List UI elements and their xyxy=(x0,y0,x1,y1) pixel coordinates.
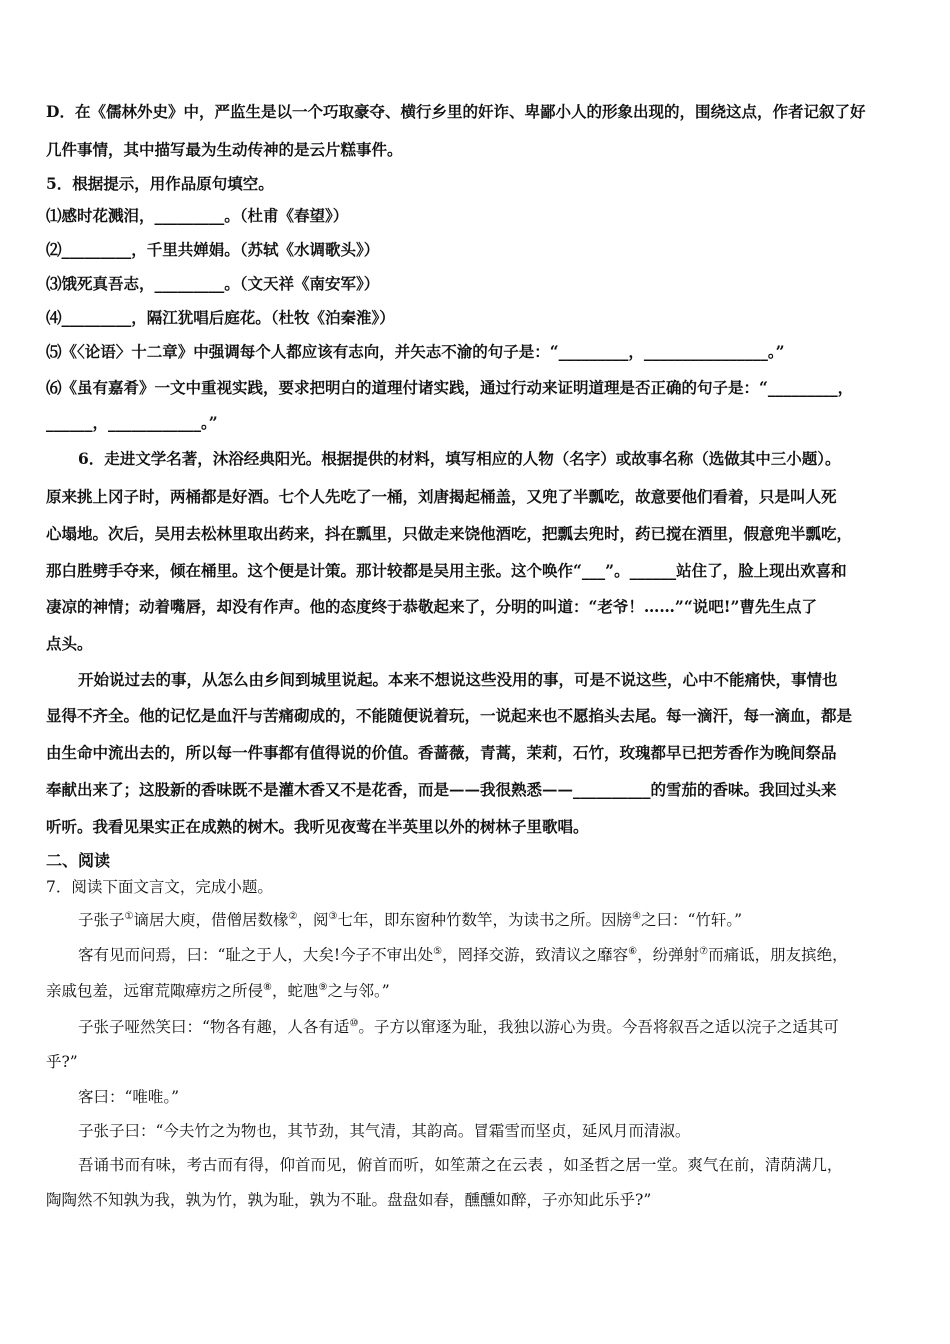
q6-prompt: 6．走进文学名著，沐浴经典阳光。根据提供的材料，填写相应的人物（名字）或故事名称（选做其中三小题）。 xyxy=(78,449,841,468)
q5-item-3: ⑶饿死真吾志，_________。（文天祥《南安军》） xyxy=(46,274,380,293)
q5-item-6-cont: ______，____________。” xyxy=(46,413,218,432)
q6-para1-line-1: 原来挑上冈子时，两桶都是好酒。七个人先吃了一桶，刘唐揭起桶盖，又兜了半瓢吃，故意要他们看着，只是叫人死 xyxy=(46,487,837,506)
option-d-line-2: 几件事情，其中描写最为生动传神的是云片糕事件。 xyxy=(46,140,403,159)
q7-prompt: 7．阅读下面文言文，完成小题。 xyxy=(46,878,273,896)
q7-para-2-line-2: 亲戚包羞，远窜荒陬瘴疠之所侵⑧，蛇虺⑨之与邻。” xyxy=(46,981,390,1000)
q7-para-6-line-1: 吾诵书而有味，考古而有得，仰首而见，俯首而听，如笙萧之在云表 ，如圣哲之居一堂。爽气在前，清荫满几， xyxy=(78,1156,843,1174)
q7-para-1: 子张子①谪居大庾，借僧居数椽②，阅③七年，即东窗种竹数竿，为读书之所。因牓④之曰：“竹轩。” xyxy=(78,910,743,929)
q7-para-4: 客曰：“唯唯。” xyxy=(78,1088,180,1106)
q5-item-2: ⑵_________，千里共婵娟。（苏轼《水调歌头》） xyxy=(46,240,380,259)
q7-para-3-line-2: 乎?” xyxy=(46,1053,78,1071)
q6-para2-line-1: 开始说过去的事，从怎么由乡间到城里说起。本来不想说这些没用的事，可是不说这些，心中不能痛快，事情也 xyxy=(78,670,838,689)
q5-item-6: ⑹《虽有嘉肴》一文中重视实践，要求把明白的道理付诸实践，通过行动来证明道理是否正确的句子是：“_________， xyxy=(46,378,854,397)
q7-para-2-line-1: 客有见而问焉，曰：“耻之于人，大矣!今子不审出处⑤，罔择交游，致清议之靡容⑥，纷弹射⑦而痛诋，朋友摈绝， xyxy=(78,945,848,964)
q7-para-5: 子张子曰：“今夫竹之为物也，其节劲，其气清，其韵高。冒霜雪而坚贞，延风月而清淑。 xyxy=(78,1122,691,1140)
q6-para1-line-3: 那白胜劈手夺来，倾在桶里。这个便是计策。那计较都是吴用主张。这个唤作“___”。______站住了，脸上现出欢喜和 xyxy=(46,561,847,580)
option-d-line-1: D．在《儒林外史》中，严监生是以一个巧取豪夺、横行乡里的奸诈、卑鄙小人的形象出现的，围绕这点，作者记叙了好 xyxy=(46,102,866,121)
q5-item-1: ⑴感时花溅泪，_________。（杜甫《春望》） xyxy=(46,206,349,225)
q6-para2-line-5: 听听。我看见果实正在成熟的树木。我听见夜莺在半英里以外的树林子里歌唱。 xyxy=(46,817,589,836)
q6-para1-line-2: 心塌地。次后，吴用去松林里取出药来，抖在瓢里，只做走来饶他酒吃，把瓢去兜时，药已搅在酒里，假意兜半瓢吃， xyxy=(46,524,853,543)
q5-item-4: ⑷_________，隔江犹唱后庭花。（杜牧《泊秦淮》） xyxy=(46,308,395,327)
q5-item-5: ⑸《〈论语〉十二章》中强调每个人都应该有志向，并矢志不渝的句子是：“_________，________________。” xyxy=(46,342,785,361)
q6-para1-line-4: 凄凉的神情；动着嘴唇，却没有作声。他的态度终于恭敬起来了，分明的叫道：“老爷！……”“说吧!”曹先生点了 xyxy=(46,597,817,616)
q6-para2-line-2: 显得不齐全。他的记忆是血汗与苦痛砌成的，不能随便说着玩，一说起来也不愿掐头去尾。每一滴汗，每一滴血，都是 xyxy=(46,706,853,725)
q6-para1-line-5: 点头。 xyxy=(46,634,93,653)
q6-para2-line-4: 奉献出来了；这股新的香味既不是灌木香又不是花香，而是——我很熟悉——__________的雪茄的香味。我回过头来 xyxy=(46,780,837,799)
section-title-reading: 二、阅读 xyxy=(46,851,111,870)
q6-para2-line-3: 由生命中流出去的，所以每一件事都有值得说的价值。香蔷薇，青蒿，茉莉，石竹，玫瑰都早已把芳香作为晚间祭品 xyxy=(46,743,837,762)
q7-para-3-line-1: 子张子哑然笑曰：“物各有趣，人各有适⑩。子方以窜逐为耻，我独以游心为贵。今吾将叙吾之适以浣子之适其可 xyxy=(78,1017,839,1036)
q5-prompt: 5．根据提示，用作品原句填空。 xyxy=(46,174,274,193)
q7-para-6-line-2: 陶陶然不知孰为我，孰为竹，孰为耻，孰为不耻。盘盘如春，醺醺如醉，子亦知此乐乎?” xyxy=(46,1191,652,1209)
